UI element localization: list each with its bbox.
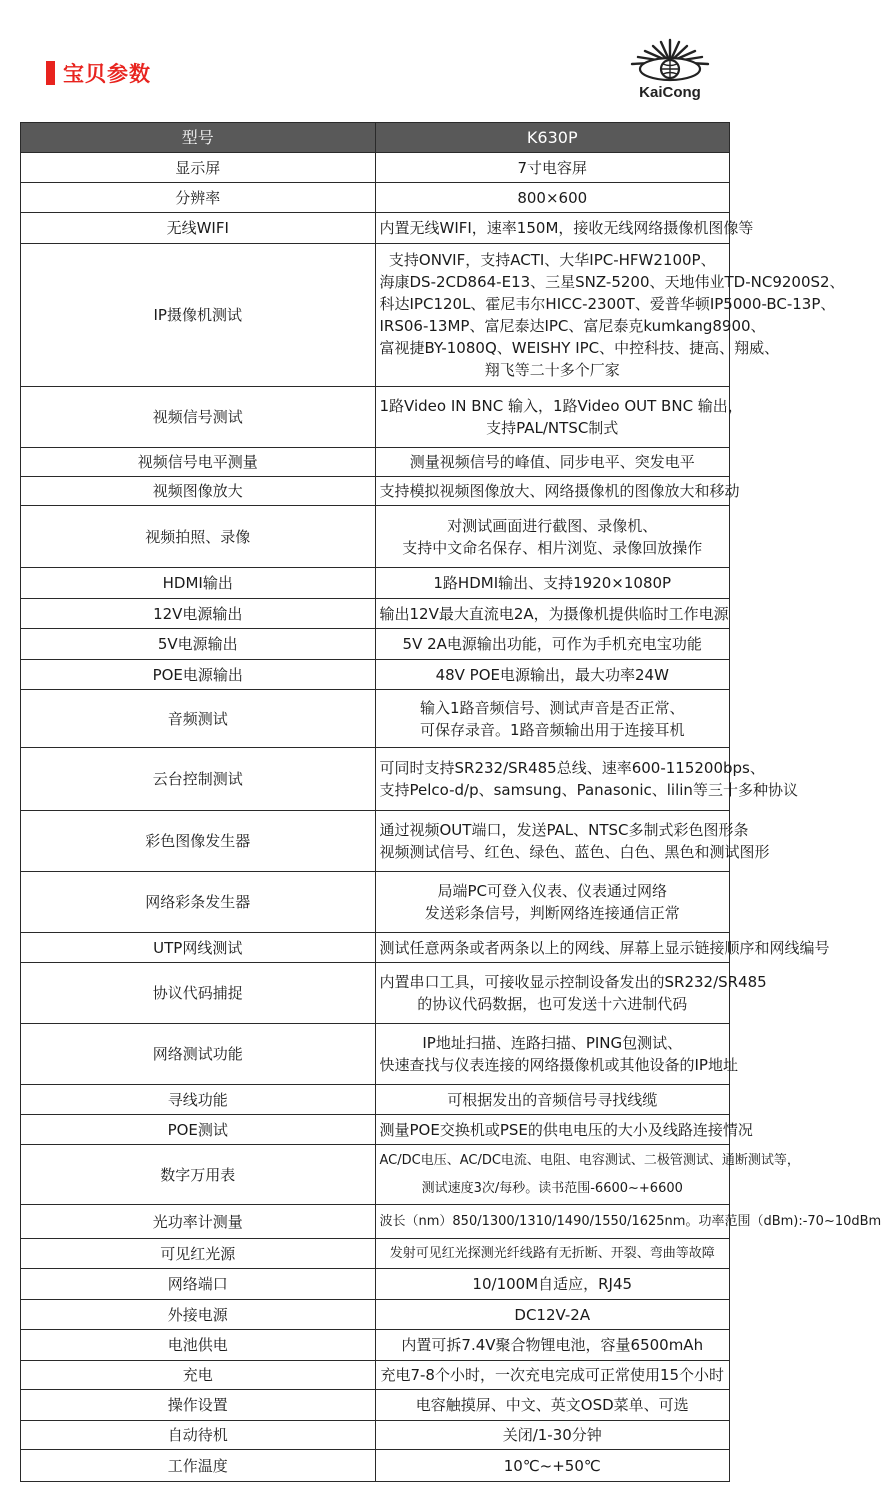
table-row — [21, 1421, 730, 1450]
spec-value — [375, 660, 730, 690]
spec-name: 网络测试功能 — [21, 1024, 376, 1085]
table-row — [21, 629, 730, 660]
table-row — [21, 690, 730, 748]
spec-value-line: 7寸电容屏 — [517, 158, 588, 177]
spec-value-line: IRS06-13MP、富尼泰达IPC、富尼泰克kumkang8900、 — [379, 317, 766, 335]
spec-value-line: 1路HDMI输出、支持1920×1080P — [433, 574, 672, 592]
spec-name: 可见红光源 — [21, 1239, 376, 1269]
spec-value-line: 测量视频信号的峰值、同步电平、突发电平 — [409, 453, 695, 471]
spec-value — [375, 506, 730, 568]
spec-value-line: 测试速度3次/每秒。读书范围-6600~+6600 — [421, 1180, 683, 1196]
spec-value-line: 10℃~+50℃ — [503, 1456, 601, 1475]
spec-value-line: 的协议代码数据，也可发送十六进制代码 — [417, 995, 688, 1013]
page-header — [0, 0, 750, 120]
spec-value-line: 1路Video IN BNC 输入，1路Video OUT BNC 输出， — [379, 397, 743, 415]
table-row — [21, 1390, 730, 1421]
title-accent-bar — [46, 61, 55, 85]
table-row — [21, 599, 730, 629]
table-row — [21, 448, 730, 477]
table-row — [21, 568, 730, 599]
spec-name: 12V电源输出 — [21, 599, 376, 629]
table-row — [21, 1269, 730, 1300]
table-row — [21, 477, 730, 506]
spec-name: 视频信号电平测量 — [21, 448, 376, 477]
spec-name: HDMI输出 — [21, 568, 376, 599]
spec-value-line: 科达IPC120L、霍尼韦尔HICC-2300T、爱普华顿IP5000-BC-13P、 — [379, 295, 836, 313]
spec-value — [375, 1361, 730, 1390]
spec-name: 工作温度 — [21, 1450, 376, 1482]
spec-name: 寻线功能 — [21, 1085, 376, 1115]
spec-name: 云台控制测试 — [21, 748, 376, 811]
spec-name: UTP网线测试 — [21, 933, 376, 963]
spec-value — [375, 387, 743, 448]
spec-value — [375, 183, 730, 213]
spec-value-line: 对测试画面进行截图、录像机、 — [447, 516, 658, 535]
spec-value — [375, 1205, 881, 1239]
spec-name: 视频拍照、录像 — [21, 506, 376, 568]
spec-value-line: 测量POE交换机或PSE的供电电压的大小及线路连接情况 — [379, 1120, 753, 1139]
spec-value-line: 波长（nm）850/1300/1310/1490/1550/1625nm。功率范围（dBm):-70~10dBm — [379, 1213, 881, 1229]
spec-value — [375, 599, 730, 629]
spec-value — [375, 1239, 730, 1269]
spec-value-line: 发射可见红光探测光纤线路有无折断、开裂、弯曲等故障 — [389, 1245, 715, 1261]
spec-name: 充电 — [21, 1361, 376, 1390]
spec-value-line: 发送彩条信号，判断网络连接通信正常 — [424, 904, 680, 922]
table-row — [21, 1145, 730, 1205]
table-row — [21, 1300, 730, 1330]
table-row — [21, 1024, 730, 1085]
spec-name: 操作设置 — [21, 1390, 376, 1421]
spec-value-line: 支持Pelco-d/p、samsung、Panasonic、lilin等三十多种协议 — [379, 781, 798, 799]
table-row — [21, 1205, 730, 1239]
table-header-row — [21, 123, 730, 153]
spec-value — [375, 1421, 730, 1450]
spec-name: 电池供电 — [21, 1330, 376, 1361]
spec-value-line: 输入1路音频信号、测试声音是否正常、 — [419, 698, 685, 717]
spec-name: 彩色图像发生器 — [21, 811, 376, 872]
spec-value-line: 10/100M自适应，RJ45 — [472, 1275, 633, 1293]
table-row — [21, 1361, 730, 1390]
spec-value — [375, 244, 845, 387]
spec-name: 音频测试 — [21, 690, 376, 748]
spec-value — [375, 1390, 730, 1421]
spec-table — [20, 122, 881, 1482]
table-row — [21, 1115, 730, 1145]
spec-name: 5V电源输出 — [21, 629, 376, 660]
spec-value-line: 可保存录音。1路音频输出用于连接耳机 — [419, 720, 685, 739]
table-row — [21, 872, 730, 933]
spec-value — [375, 1085, 730, 1115]
logo-text: KaiCong — [639, 84, 701, 101]
spec-value-line: 800×600 — [517, 188, 588, 207]
spec-value-line: AC/DC电压、AC/DC电流、电阻、电容测试、二极管测试、通断测试等， — [379, 1152, 800, 1168]
table-row — [21, 387, 730, 448]
table-row — [21, 1450, 730, 1482]
table-row — [21, 933, 730, 963]
spec-value-line: 支持PAL/NTSC制式 — [486, 419, 619, 437]
spec-value-line: 关闭/1-30分钟 — [502, 1426, 602, 1444]
table-row — [21, 811, 730, 872]
spec-value-line: 支持中文命名保存、相片浏览、录像回放操作 — [402, 538, 703, 557]
spec-value — [375, 748, 798, 811]
spec-value-line: 翔飞等二十多个厂家 — [484, 361, 620, 379]
spec-value-line: 可根据发出的音频信号寻找线缆 — [447, 1090, 658, 1109]
spec-name: 分辨率 — [21, 183, 376, 213]
spec-value — [375, 811, 770, 872]
table-row — [21, 1239, 730, 1269]
spec-name: 数字万用表 — [21, 1145, 376, 1205]
spec-value — [375, 629, 730, 660]
spec-value-line: 富视捷BY-1080Q、WEISHY IPC、中控科技、捷高、翔威、 — [379, 339, 780, 357]
spec-value-line: 视频测试信号、红色、绿色、蓝色、白色、黑色和测试图形 — [379, 843, 770, 861]
spec-value-line: 快速查找与仪表连接的网络摄像机或其他设备的IP地址 — [379, 1056, 738, 1074]
spec-value-line: 输出12V最大直流电2A，为摄像机提供临时工作电源 — [379, 604, 729, 623]
table-row — [21, 213, 730, 244]
spec-value — [375, 1450, 730, 1482]
spec-value-line: 支持模拟视频图像放大、网络摄像机的图像放大和移动 — [379, 482, 740, 500]
spec-value — [375, 213, 754, 244]
spec-name: 外接电源 — [21, 1300, 376, 1330]
table-row — [21, 153, 730, 183]
model-label: 型号 — [21, 123, 376, 153]
spec-name: 无线WIFI — [21, 213, 376, 244]
spec-value-line: 5V 2A电源输出功能，可作为手机充电宝功能 — [402, 635, 702, 653]
spec-value-line: 测试任意两条或者两条以上的网线、屏幕上显示链接顺序和网线编号 — [379, 938, 830, 957]
section-title-text: 宝贝参数 — [63, 62, 151, 86]
spec-value — [375, 690, 730, 748]
table-row — [21, 183, 730, 213]
table-row — [21, 506, 730, 568]
spec-value — [375, 1115, 753, 1145]
spec-value-line: 局端PC可登入仪表、仪表通过网络 — [437, 882, 668, 900]
spec-value — [375, 568, 730, 599]
spec-value — [375, 448, 730, 477]
table-row — [21, 244, 730, 387]
spec-value — [375, 963, 767, 1024]
model-value: K630P — [375, 123, 730, 153]
spec-name: 显示屏 — [21, 153, 376, 183]
spec-name: 协议代码捕捉 — [21, 963, 376, 1024]
table-row — [21, 1330, 730, 1361]
spec-value-line: 48V POE电源输出，最大功率24W — [435, 665, 669, 684]
spec-name: POE测试 — [21, 1115, 376, 1145]
kaicong-eye-logo-icon — [628, 38, 712, 84]
kaicong-logo — [628, 38, 712, 104]
spec-name: 网络端口 — [21, 1269, 376, 1300]
spec-value — [375, 1024, 738, 1085]
spec-value-line: 可同时支持SR232/SR485总线、速率600-115200bps、 — [379, 759, 765, 777]
spec-value — [375, 933, 830, 963]
spec-value — [375, 1145, 800, 1205]
spec-value — [375, 1269, 730, 1300]
spec-value-line: 内置串口工具，可接收显示控制设备发出的SR232/SR485 — [379, 973, 767, 991]
spec-name: POE电源输出 — [21, 660, 376, 690]
spec-value-line: 电容触摸屏、中文、英文OSD菜单、可选 — [415, 1396, 689, 1414]
table-row — [21, 963, 730, 1024]
spec-value-line: 内置可拆7.4V聚合物锂电池，容量6500mAh — [401, 1336, 704, 1354]
spec-name: 视频信号测试 — [21, 387, 376, 448]
table-row — [21, 748, 730, 811]
table-row — [21, 1085, 730, 1115]
spec-value-line: 海康DS-2CD864-E13、三星SNZ-5200、天地伟业TD-NC9200S2、 — [379, 273, 845, 291]
table-row — [21, 660, 730, 690]
spec-value — [375, 153, 730, 183]
spec-name: 视频图像放大 — [21, 477, 376, 506]
section-title — [46, 58, 151, 88]
spec-value — [375, 872, 730, 933]
spec-value-line: 支持ONVIF，支持ACTI、大华IPC-HFW2100P、 — [388, 251, 716, 269]
spec-name: 光功率计测量 — [21, 1205, 376, 1239]
spec-value — [375, 477, 740, 506]
spec-value — [375, 1330, 730, 1361]
spec-value-line: 内置无线WIFI，速率150M，接收无线网络摄像机图像等 — [379, 219, 754, 237]
spec-value-line: 通过视频OUT端口，发送PAL、NTSC多制式彩色图形条 — [379, 821, 749, 839]
spec-name: 自动待机 — [21, 1421, 376, 1450]
spec-value-line: 充电7-8个小时，一次充电完成可正常使用15个小时 — [380, 1366, 725, 1384]
spec-value-line: IP地址扫描、连路扫描、PING包测试、 — [422, 1034, 683, 1052]
spec-name: IP摄像机测试 — [21, 244, 376, 387]
spec-name: 网络彩条发生器 — [21, 872, 376, 933]
spec-value — [375, 1300, 730, 1330]
spec-value-line: DC12V-2A — [514, 1305, 591, 1324]
